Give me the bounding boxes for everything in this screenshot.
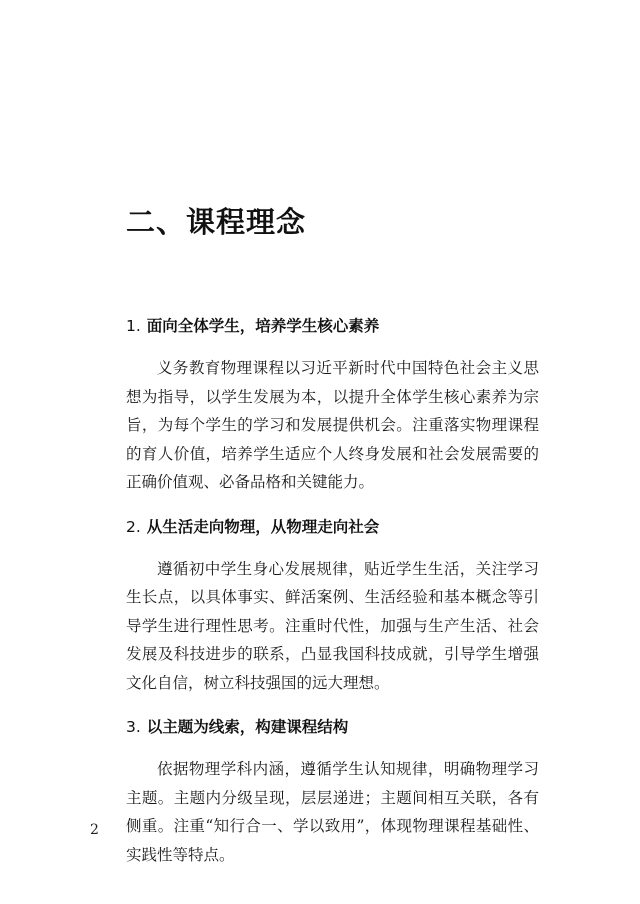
section-number: 2. [126,517,141,536]
section-heading [126,713,539,741]
page-number: 2 [90,822,99,838]
section-paragraph: 遵循初中学生身心发展规律，贴近学生生活，关注学习生长点，以具体事实、鲜活案例、生活经验和基本概念等引导学生进行理性思考。注重时代性，加强与生产生活、社会发展及科技进步的联系，凸显我国科技成就，引导学生增强文化自信，树立科技强国的远大理想。 [126,559,539,692]
section-heading-text: 从生活走向物理，从物理走向社会 [146,517,380,536]
section-heading [126,312,539,340]
section-3 [126,713,539,869]
section-heading [126,513,539,541]
section-heading-text: 面向全体学生，培养学生核心素养 [146,317,380,335]
section-1 [126,312,539,497]
section-2 [126,513,539,698]
content-area [126,312,539,885]
section-number: 1. [126,317,141,335]
chapter-title: 二、课程理念 [126,205,307,239]
section-paragraph: 义务教育物理课程以习近平新时代中国特色社会主义思想为指导，以学生发展为本，以提升全体学生核心素养为宗旨，为每个学生的学习和发展提供机会。注重落实物理课程的育人价值，培养学生适应个人终身发展和社会发展需要的正确价值观、必备品格和关键能力。 [126,359,539,491]
section-heading-text: 以主题为线索，构建课程结构 [146,718,349,736]
section-number: 3. [126,718,141,736]
section-paragraph: 依据物理学科内涵，遵循学生认知规律，明确物理学习主题。主题内分级呈现，层层递进；主题间相互关联，各有侧重。注重“知行合一、学以致用”，体现物理课程基础性、实践性等特点。 [126,760,539,864]
